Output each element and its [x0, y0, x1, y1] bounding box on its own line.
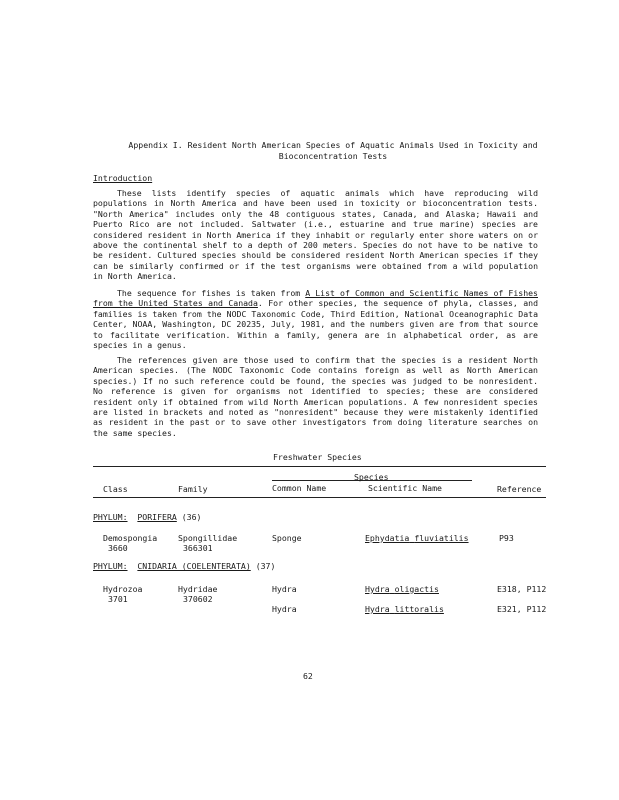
row-scientific-name	[365, 584, 439, 595]
phylum-code: (37)	[255, 561, 276, 571]
header-family: Family	[178, 484, 208, 494]
phylum-label: PHYLUM:	[93, 512, 128, 522]
row-family: Hydridae	[178, 584, 218, 594]
p2-text-a: The sequence for fishes is taken from	[117, 288, 306, 298]
intro-paragraph-3: The references given are those used to confirm that the species is a resident North American species. (The NODC Taxonomic Code contains foreign as well as North American species.) If no such reference could be found, the species was judged to be nonresident. No reference is given for organisms not identified to species; these are considered resident only if obtained from wild North American populations. A few nonresident species are listed in brackets and noted as "nonresident" because they were mistakenly identified as resident in the past or to save other investigators from doing literature searches on the same species.	[93, 355, 538, 438]
phylum-name: PORIFERA	[137, 512, 177, 522]
page-number: 62	[303, 671, 313, 681]
row-family: Spongillidae	[178, 533, 238, 543]
row-class: Demospongia	[103, 533, 158, 543]
species-epithet: littoralis	[394, 604, 444, 614]
table-title: Freshwater Species	[273, 452, 362, 462]
header-species: Species	[354, 472, 389, 482]
row-common-name: Sponge	[272, 533, 302, 543]
phylum-label: PHYLUM:	[93, 561, 128, 571]
row-family-code: 366301	[183, 543, 213, 553]
species-epithet: oligactis	[394, 584, 439, 594]
phylum-code: (36)	[181, 512, 202, 522]
appendix-title-line-1: Appendix I. Resident North American Species of Aquatic Animals Used in Toxicity and	[128, 140, 538, 150]
row-scientific-name	[365, 604, 444, 615]
row-reference: P93	[499, 533, 514, 543]
row-common-name: Hydra	[272, 584, 297, 594]
row-scientific-name	[365, 533, 469, 544]
intro-paragraph-1: These lists identify species of aquatic animals which have reproducing wild populations in North America and have been used in toxicity or bioconcentration tests. "North America" includes only the 48 contiguous states, Canada, and Alaska; Hawaii and Puerto Rico are not included. Saltwater (i.e., estuarine and true marine) species are considered resident in North America if they inhabit or regularly enter shore waters on or above the continental shelf to a depth of 200 meters. Species do not have to be native to be resident. Cultured species should be considered resident North American species if they can be similarly confirmed or if the test organisms were obtained from a wild population in North America.	[93, 188, 538, 282]
row-family-code: 370602	[183, 594, 213, 604]
header-reference: Reference	[497, 484, 542, 494]
row-class: Hydrozoa	[103, 584, 143, 594]
intro-paragraph-2	[93, 288, 538, 350]
p2-text-b: . For other species, the sequence of phyla, classes, and families is taken from the NODC Taxonomic Code, Third Edition, National Oceanographic Data Center, NOAA, Washington, DC 20235, July, 1981, and the numbers given are from that source to facilitate verification. Within a family, genera are in alphabetical order, as are species in a genus.	[93, 298, 539, 351]
fish-list-citation: A List of Common and Scientific Names of Fishes from the United States and Canada	[93, 288, 538, 309]
species-epithet: fluviatilis	[414, 533, 469, 543]
header-scientific-name: Scientific Name	[368, 483, 442, 493]
phylum-heading	[93, 561, 275, 572]
phylum-heading	[93, 512, 201, 523]
introduction-heading: Introduction	[93, 173, 153, 183]
row-common-name: Hydra	[272, 604, 297, 614]
header-class: Class	[103, 484, 128, 494]
row-reference: E318, P112	[497, 584, 547, 594]
phylum-name: CNIDARIA (COELENTERATA)	[137, 561, 251, 571]
genus: Hydra	[365, 604, 390, 614]
row-reference: E321, P112	[497, 604, 547, 614]
header-common-name: Common Name	[272, 483, 327, 493]
row-class-code: 3660	[108, 543, 128, 553]
genus: Ephydatia	[365, 533, 410, 543]
genus: Hydra	[365, 584, 390, 594]
row-class-code: 3701	[108, 594, 128, 604]
table-header-rule	[93, 497, 546, 498]
table-top-rule	[93, 466, 546, 467]
appendix-title-line-2: Bioconcentration Tests	[278, 151, 388, 161]
